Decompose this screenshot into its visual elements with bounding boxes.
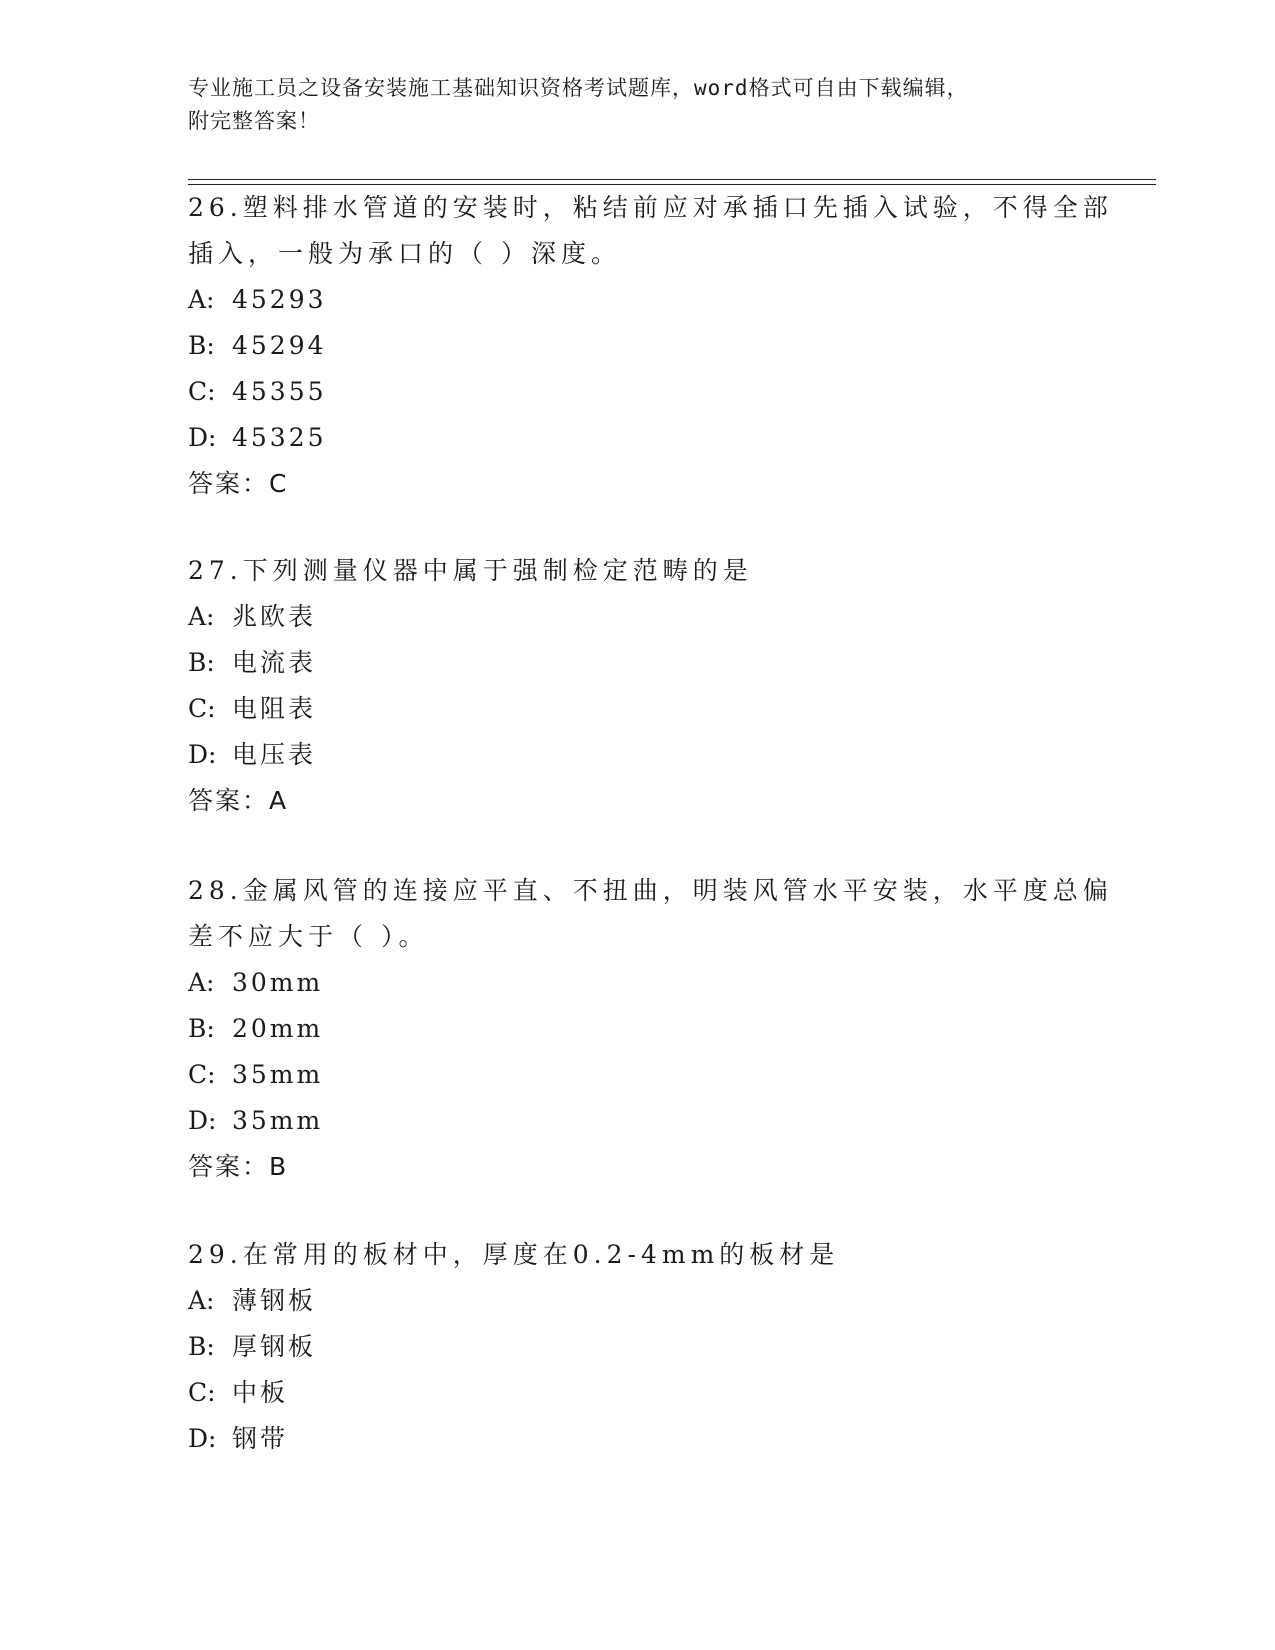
option-a bbox=[188, 1278, 1088, 1324]
header-divider-top bbox=[188, 179, 1156, 180]
option-a bbox=[188, 960, 1088, 1006]
option-text: 45293 bbox=[232, 285, 327, 314]
option-text: 厚钢板 bbox=[232, 1332, 317, 1361]
option-d bbox=[188, 415, 1088, 461]
option-c bbox=[188, 1370, 1088, 1416]
option-d bbox=[188, 1416, 1088, 1462]
option-text: 35mm bbox=[232, 1106, 324, 1135]
option-text: 电压表 bbox=[232, 740, 317, 769]
header-line-1: 专业施工员之设备安装施工基础知识资格考试题库，word格式可自由下载编辑， bbox=[188, 76, 969, 100]
question-stem-line: 27.下列测量仪器中属于强制检定范畴的是 bbox=[188, 556, 753, 585]
option-label: D: bbox=[188, 423, 217, 452]
option-text: 45355 bbox=[232, 377, 327, 406]
option-b bbox=[188, 640, 1088, 686]
answer-line: 答案：A bbox=[188, 786, 289, 815]
option-label: B: bbox=[188, 1014, 215, 1043]
option-text: 35mm bbox=[232, 1060, 324, 1089]
option-label: B: bbox=[188, 331, 215, 360]
option-label: B: bbox=[188, 1332, 215, 1361]
option-label: C: bbox=[188, 377, 216, 406]
question-28 bbox=[188, 868, 1113, 1190]
answer-line: 答案：B bbox=[188, 1152, 289, 1181]
option-label: D: bbox=[188, 740, 217, 769]
option-text: 电阻表 bbox=[232, 694, 317, 723]
option-text: 兆欧表 bbox=[232, 602, 317, 631]
question-stem bbox=[188, 868, 1113, 960]
question-stem bbox=[188, 185, 1113, 277]
question-stem bbox=[188, 1232, 1088, 1278]
option-b bbox=[188, 323, 1088, 369]
question-stem-line: 插入，一般为承口的（ ）深度。 bbox=[188, 239, 621, 268]
option-text: 45325 bbox=[232, 423, 327, 452]
option-d bbox=[188, 1098, 1088, 1144]
option-label: B: bbox=[188, 648, 215, 677]
option-label: A: bbox=[188, 602, 215, 631]
option-c bbox=[188, 686, 1088, 732]
question-29 bbox=[188, 1232, 1088, 1462]
question-stem-line: 28.金属风管的连接应平直、不扭曲，明装风管水平安装，水平度总偏 bbox=[188, 876, 1113, 905]
option-label: D: bbox=[188, 1106, 217, 1135]
option-b bbox=[188, 1324, 1088, 1370]
question-stem-line: 29.在常用的板材中，厚度在0.2-4mm的板材是 bbox=[188, 1240, 840, 1269]
option-label: C: bbox=[188, 694, 216, 723]
option-text: 电流表 bbox=[232, 648, 317, 677]
option-label: C: bbox=[188, 1378, 216, 1407]
option-a bbox=[188, 594, 1088, 640]
option-text: 30mm bbox=[232, 968, 324, 997]
question-stem bbox=[188, 548, 1088, 594]
option-b bbox=[188, 1006, 1088, 1052]
option-text: 钢带 bbox=[232, 1424, 289, 1453]
option-c bbox=[188, 369, 1088, 415]
option-label: D: bbox=[188, 1424, 217, 1453]
question-stem-line: 差不应大于（ ）。 bbox=[188, 922, 429, 951]
question-26 bbox=[188, 185, 1113, 507]
question-27 bbox=[188, 548, 1088, 824]
option-c bbox=[188, 1052, 1088, 1098]
answer-line: 答案：C bbox=[188, 469, 289, 498]
option-label: C: bbox=[188, 1060, 216, 1089]
question-stem-line: 26.塑料排水管道的安装时，粘结前应对承插口先插入试验，不得全部 bbox=[188, 193, 1113, 222]
option-text: 45294 bbox=[232, 331, 327, 360]
option-text: 中板 bbox=[232, 1378, 289, 1407]
header-line-2: 附完整答案！ bbox=[188, 109, 320, 133]
option-label: A: bbox=[188, 968, 215, 997]
document-header bbox=[188, 72, 1088, 138]
option-text: 20mm bbox=[232, 1014, 324, 1043]
option-d bbox=[188, 732, 1088, 778]
option-text: 薄钢板 bbox=[232, 1286, 317, 1315]
option-label: A: bbox=[188, 285, 215, 314]
option-label: A: bbox=[188, 1286, 215, 1315]
option-a bbox=[188, 277, 1088, 323]
